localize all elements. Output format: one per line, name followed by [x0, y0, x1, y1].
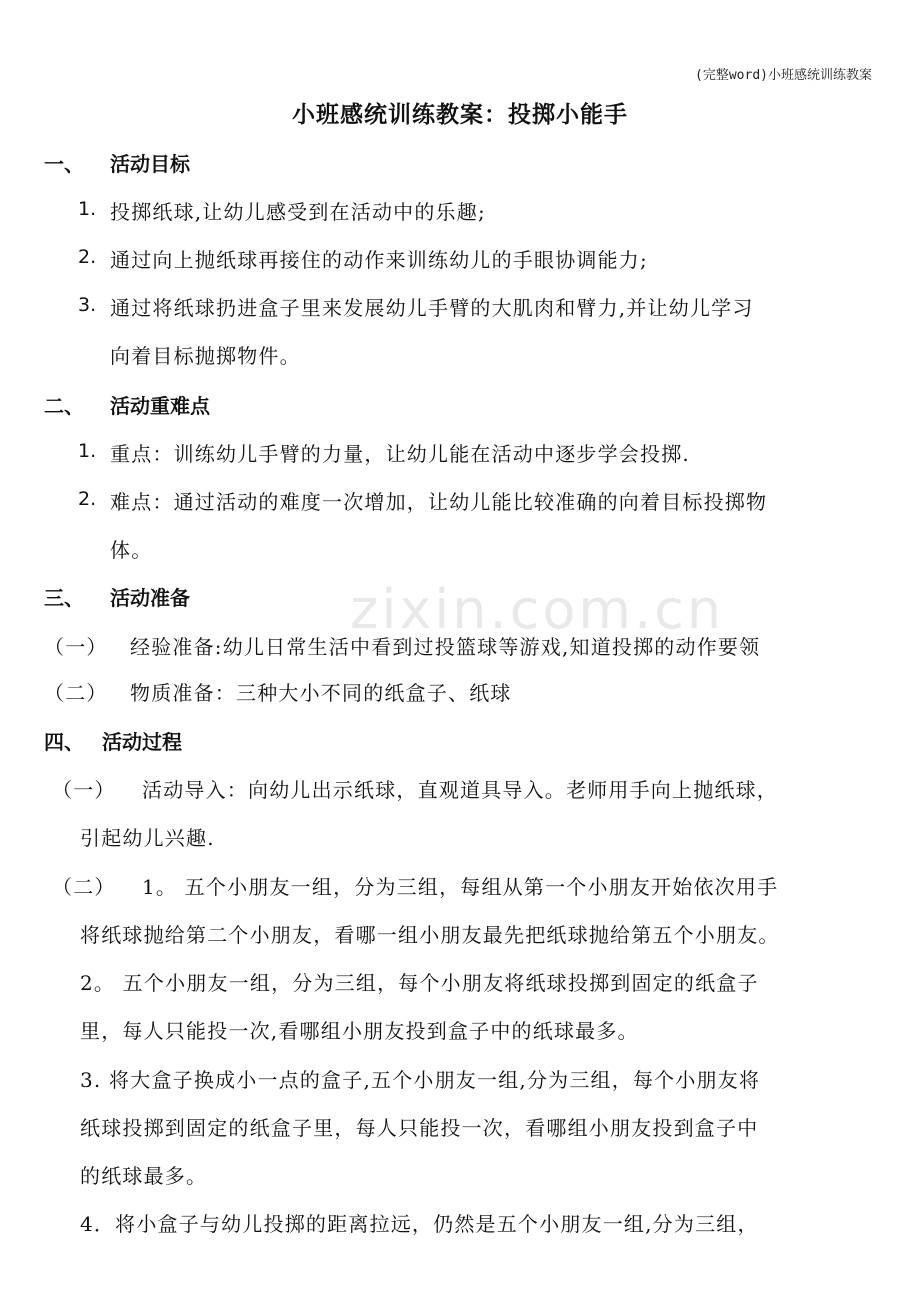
- list-item-number: （一）: [44, 635, 108, 659]
- list-item-text-continued: 体。: [110, 538, 153, 562]
- list-item-number: 2.: [78, 488, 97, 510]
- list-item-number: 1.: [78, 198, 97, 220]
- paragraph-number: （二）: [52, 875, 116, 899]
- paragraph-text: 活动导入：向幼儿出示纸球，直观道具导入。老师用手向上抛纸球，: [142, 778, 778, 802]
- list-item-number: （二）: [44, 681, 108, 705]
- paragraph-text-continued: 里，每人只能投一次,看哪组小朋友投到盒子中的纸球最多。: [80, 1019, 639, 1043]
- list-item-number: 3.: [78, 294, 97, 316]
- paragraph-text-continued: 纸球投掷到固定的纸盒子里，每人只能投一次，看哪组小朋友投到盒子中: [80, 1116, 759, 1140]
- section-3-heading: 活动准备: [110, 586, 190, 610]
- document-title: 小班感统训练教案：投掷小能手: [292, 102, 628, 128]
- list-item-text-continued: 向着目标抛掷物件。: [110, 344, 301, 368]
- paragraph-text-continued: 的纸球最多。: [80, 1164, 208, 1188]
- section-2-number: 二、: [44, 394, 84, 418]
- list-item-text: 物质准备：三种大小不同的纸盒子、纸球: [130, 681, 512, 705]
- watermark: zixin.com.cn: [350, 578, 725, 641]
- list-item-text: 难点：通过活动的难度一次增加，让幼儿能比较准确的向着目标投掷物: [110, 490, 768, 514]
- section-1-heading: 活动目标: [110, 152, 190, 176]
- list-item-text: 重点：训练幼儿手臂的力量，让幼儿能在活动中逐步学会投掷.: [110, 442, 690, 466]
- section-1-number: 一、: [44, 152, 84, 176]
- paragraph-text-continued: 将纸球抛给第二个小朋友，看哪一组小朋友最先把纸球抛给第五个小朋友。: [80, 923, 780, 947]
- list-item-text: 投掷纸球,让幼儿感受到在活动中的乐趣;: [110, 200, 486, 224]
- paragraph-number: （一）: [52, 778, 116, 802]
- section-4-number: 四、: [44, 730, 84, 754]
- paragraph-text: 4．将小盒子与幼儿投掷的距离拉远，仍然是五个小朋友一组,分为三组，: [80, 1212, 759, 1236]
- section-4-heading: 活动过程: [102, 730, 182, 754]
- paragraph-text: 2。 五个小朋友一组，分为三组，每个小朋友将纸球投掷到固定的纸盒子: [80, 971, 759, 995]
- list-item-number: 1.: [78, 440, 97, 462]
- list-item-text: 经验准备:幼儿日常生活中看到过投篮球等游戏,知道投掷的动作要领: [130, 635, 761, 659]
- paragraph-text-continued: 引起幼儿兴趣.: [80, 826, 215, 850]
- paragraph-text: 1。 五个小朋友一组，分为三组，每组从第一个小朋友开始依次用手: [142, 875, 779, 899]
- running-header: (完整word)小班感统训练教案: [695, 68, 872, 83]
- section-2-heading: 活动重难点: [110, 394, 210, 418]
- list-item-number: 2.: [78, 246, 97, 268]
- section-3-number: 三、: [44, 586, 84, 610]
- list-item-text: 通过将纸球扔进盒子里来发展幼儿手臂的大肌肉和臂力,并让幼儿学习: [110, 296, 754, 320]
- paragraph-text: 3. 将大盒子换成小一点的盒子,五个小朋友一组,分为三组，每个小朋友将: [80, 1068, 761, 1092]
- list-item-text: 通过向上抛纸球再接住的动作来训练幼儿的手眼协调能力;: [110, 248, 648, 272]
